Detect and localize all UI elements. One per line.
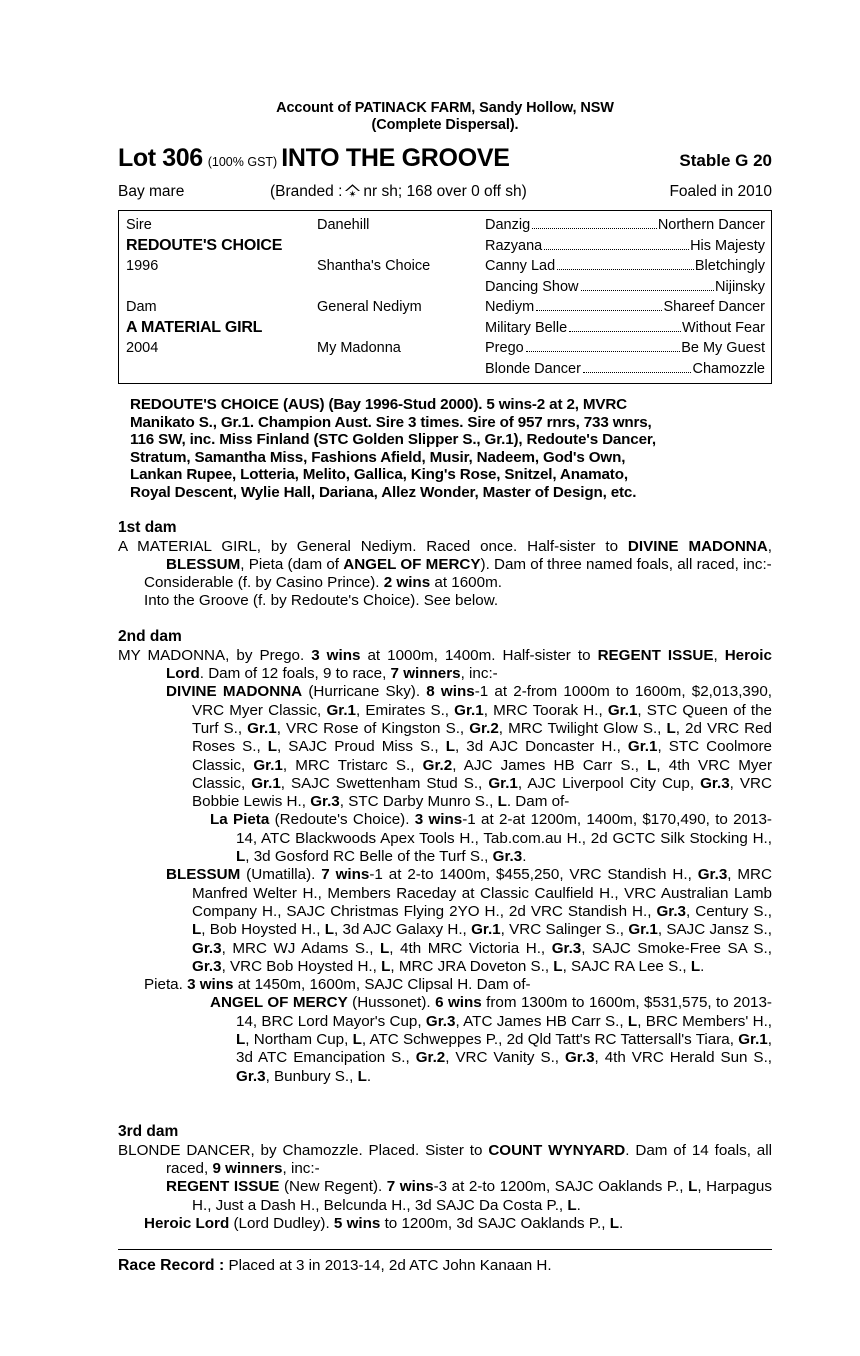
progeny-heroic-lord: Heroic Lord (Lord Dudley). 5 wins to 1200m, 3d SAJC Oaklands P., L. (144, 1215, 624, 1233)
sire-summary-paragraph (118, 396, 772, 502)
pedigree-dam-of: Chamozzle (692, 360, 765, 377)
progeny-la-pieta: La Pieta (Redoute's Choice). 3 wins-1 at 2-at 1200m, 1400m, $170,490, to 2013-14, ATC Blackwoods Apex Tools H., Tab.com.au H., 2d GCTC Silk Stocking H., L, 3d Gosford RC Belle of the Turf S., Gr.3. (210, 811, 772, 866)
dot-leader (544, 249, 689, 250)
first-dam-heading: 1st dam (118, 518, 177, 536)
pedigree-sire-of: Dancing Show (485, 278, 579, 295)
dot-leader (569, 331, 681, 332)
pedigree-sire-of: Canny Lad (485, 258, 556, 275)
pedigree-row (119, 297, 771, 318)
progeny-pieta: Pieta. 3 wins at 1450m, 1600m, SAJC Clipsal H. Dam of- (144, 976, 531, 994)
colour-sex: Bay mare (118, 183, 185, 200)
pedigree-third-generation (485, 258, 771, 274)
sire-summary-line: Lankan Rupee, Lotteria, Melito, Gallica, King's Rose, Snitzel, Anamato, (130, 466, 628, 484)
sire-summary-line: Royal Descent, Wylie Hall, Dariana, Allez Wonder, Master of Design, etc. (130, 483, 637, 501)
dot-leader (526, 351, 680, 352)
pedigree-row (119, 236, 771, 257)
brand-suffix: nr sh; 168 over 0 off sh) (363, 183, 527, 200)
pedigree-row (119, 359, 771, 380)
account-line-2: (Complete Dispersal). (371, 116, 519, 133)
horse-description-row (118, 179, 772, 201)
pedigree-dam-of: Northern Dancer (657, 217, 765, 234)
divider (118, 1249, 772, 1250)
pedigree-sire-of: Nediym (485, 299, 535, 316)
pedigree-third-generation (485, 320, 771, 336)
stable-number: Stable G 20 (679, 151, 772, 170)
pedigree-sire-of: Blonde Dancer (485, 360, 581, 377)
pedigree-label: 2004 (126, 340, 159, 357)
dot-leader (583, 372, 692, 373)
pedigree-dam-of: Bletchingly (694, 258, 765, 275)
pedigree-dam-of: Shareef Dancer (663, 299, 765, 316)
pedigree-second-generation: My Madonna (317, 340, 401, 357)
pedigree-third-generation (485, 217, 771, 233)
pedigree-row (119, 338, 771, 359)
pedigree-row (119, 318, 771, 339)
dot-leader (581, 290, 715, 291)
list-item: Into the Groove (f. by Redoute's Choice). See below. (144, 592, 499, 610)
pedigree-sire-of: Danzig (485, 217, 531, 234)
pedigree-third-generation (485, 361, 771, 377)
pedigree-dam-of: His Majesty (690, 237, 765, 254)
pedigree-third-generation (485, 238, 771, 254)
progeny-divine-madonna: DIVINE MADONNA (Hurricane Sky). 8 wins-1 at 2-from 1000m to 1600m, $2,013,390, VRC Myer Classic, Gr.1, Emirates S., Gr.1, MRC Toorak H., Gr.1, STC Queen of the Turf S., Gr.1, VRC Rose of Kingston S., Gr.2, MRC Twilight Glow S., L, 2d VRC Red Roses S., L, SAJC Proud Miss S., L, 3d AJC Doncaster H., Gr.1, STC Coolmore Classic, Gr.1, MRC Tristarc S., Gr.2, AJC James HB Carr S., L, 4th VRC Myer Classic, Gr.1, SAJC Swettenham Stud S., Gr.1, AJC Liverpool City Cup, Gr.3, VRC Bobbie Lewis H., Gr.3, STC Darby Munro S., L. Dam of- (166, 683, 773, 811)
third-dam-paragraph: BLONDE DANCER, by Chamozzle. Placed. Sister to COUNT WYNYARD. Dam of 14 foals, all raced, 9 winners, inc:- (118, 1141, 772, 1178)
pedigree-dam-of: Be My Guest (681, 340, 765, 357)
pedigree-second-generation: Shantha's Choice (317, 258, 431, 275)
roof-star-brand-icon (343, 182, 362, 199)
pedigree-dam-of: Nijinsky (715, 278, 765, 295)
pedigree-sire-of: Prego (485, 340, 524, 357)
pedigree-primary-name: REDOUTE'S CHOICE (126, 236, 283, 254)
pedigree-label: Sire (126, 217, 152, 234)
sire-summary-line: 116 SW, inc. Miss Finland (STC Golden Slipper S., Gr.1), Redoute's Dancer, (130, 431, 656, 449)
second-dam-paragraph: MY MADONNA, by Prego. 3 wins at 1000m, 1400m. Half-sister to REGENT ISSUE, Heroic Lord. Dam of 12 foals, 9 to race, 7 winners, inc:- (118, 646, 772, 683)
pedigree-row (119, 277, 771, 298)
pedigree-label: 1996 (126, 258, 159, 275)
list-item: Considerable (f. by Casino Prince). 2 wins at 1600m. (144, 574, 502, 592)
pedigree-dam-of: Without Fear (682, 319, 765, 336)
sire-summary-line: REDOUTE'S CHOICE (AUS) (Bay 1996-Stud 2000). 5 wins-2 at 2, MVRC (130, 396, 628, 413)
progeny-regent-issue: REGENT ISSUE (New Regent). 7 wins-3 at 2-to 1200m, SAJC Oaklands P., L, Harpagus H., Just a Dash H., Belcunda H., 3d SAJC Da Costa P., L. (166, 1178, 772, 1214)
pedigree-table (118, 210, 772, 384)
brand-prefix: (Branded : (270, 183, 343, 200)
pedigree-sire-of: Military Belle (485, 319, 568, 336)
pedigree-sire-of: Razyana (485, 237, 543, 254)
pedigree-row (119, 256, 771, 277)
sire-summary-line: Stratum, Samantha Miss, Fashions Afield, Musir, Nadeem, God's Own, (130, 448, 626, 466)
pedigree-label: Dam (126, 299, 157, 316)
pedigree-third-generation (485, 299, 771, 315)
race-record-text: Placed at 3 in 2013-14, 2d ATC John Kanaan H. (228, 1257, 552, 1275)
lot-number: Lot 306 (118, 144, 203, 172)
race-record-label: Race Record : (118, 1257, 225, 1275)
first-dam-paragraph: A MATERIAL GIRL, by General Nediym. Raced once. Half-sister to DIVINE MADONNA, BLESSUM, Pieta (dam of ANGEL OF MERCY). Dam of three named foals, all raced, inc:- (118, 537, 772, 573)
progeny-blessum: BLESSUM (Umatilla). 7 wins-1 at 2-to 1400m, $455,250, VRC Standish H., Gr.3, MRC Manfred Welter H., Members Raceday at Classic Caulfield H., VRC Australian Lamb Company H., SAJC Christmas Flying 2YO H., 2d VRC Standish H., Gr.3, Century S., L, Bob Hoysted H., L, 3d AJC Galaxy H., Gr.1, VRC Salinger S., Gr.1, SAJC Jansz S., Gr.3, MRC WJ Adams S., L, 4th MRC Victoria H., Gr.3, SAJC Smoke-Free SA S., Gr.3, VRC Bob Hoysted H., L, MRC JRA Doveton S., L, SAJC RA Lee S., L. (166, 866, 772, 975)
gst-note: (100% GST) (207, 155, 278, 169)
third-dam-heading: 3rd dam (118, 1122, 179, 1140)
pedigree-second-generation: General Nediym (317, 299, 422, 316)
pedigree-second-generation: Danehill (317, 217, 370, 234)
dot-leader (557, 269, 694, 270)
second-dam-heading: 2nd dam (118, 627, 182, 645)
sire-summary-line: Manikato S., Gr.1. Champion Aust. Sire 3 times. Sire of 957 rnrs, 733 wnrs, (130, 413, 652, 431)
section-spacer (118, 1086, 772, 1106)
account-line-1: Account of PATINACK FARM, Sandy Hollow, NSW (276, 100, 614, 116)
foaled-year: Foaled in 2010 (669, 183, 772, 200)
account-header (118, 100, 772, 133)
pedigree-primary-name: A MATERIAL GIRL (126, 318, 263, 336)
dot-leader (536, 310, 662, 311)
dot-leader (532, 228, 657, 229)
brand-description (270, 179, 527, 201)
pedigree-third-generation (485, 279, 771, 295)
race-record (118, 1257, 772, 1275)
pedigree-third-generation (485, 340, 771, 356)
page-title: INTO THE GROOVE (281, 144, 510, 172)
page-content (118, 100, 772, 1275)
lot-header-row (118, 144, 772, 173)
progeny-angel-of-mercy: ANGEL OF MERCY (Hussonet). 6 wins from 1300m to 1600m, $531,575, to 2013-14, BRC Lord Mayor's Cup, Gr.3, ATC James HB Carr S., L, BRC Members' H., L, Northam Cup, L, ATC Schweppes P., 2d Qld Tatt's RC Tattersall's Tiara, Gr.1, 3d ATC Emancipation S., Gr.2, VRC Vanity S., Gr.3, 4th VRC Herald Sun S., Gr.3, Bunbury S., L. (210, 994, 773, 1085)
pedigree-row (119, 215, 771, 236)
